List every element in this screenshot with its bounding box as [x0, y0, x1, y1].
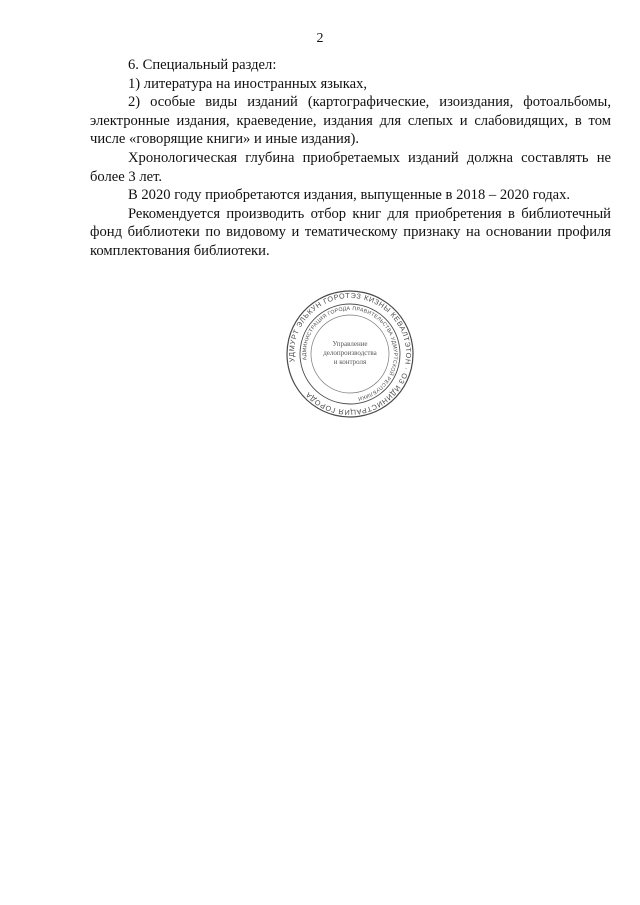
stamp-center-line-2: делопроизводства: [323, 349, 377, 357]
stamp-center-line-1: Управление: [332, 340, 368, 348]
list-item-foreign-literature: 1) литература на иностранных языках,: [128, 75, 368, 92]
stamp-outer-text: УДМУРТ ЭЛЬКУН ГОРОТЭЗ КИЗНЫ КЕВАЛТЭТОН · ОЗ ИДИНИСТРАЦИЯ ГОРОДА: [286, 290, 414, 418]
stamp-center-line-3: и контроля: [333, 358, 367, 366]
paragraph-acquisition-years: В 2020 году приобретаются издания, выпущенные в 2018 – 2020 годах.: [128, 187, 571, 204]
page-number: 2: [316, 31, 324, 46]
stamp-seal-icon: [285, 289, 415, 419]
section-heading: 6. Специальный раздел:: [128, 57, 277, 73]
paragraph-chronological-depth: Хронологическая глубина приобретаемых изданий должна составлять не более 3 лет.: [90, 149, 611, 185]
list-item-special-editions: 2) особые виды изданий (картографические, изоиздания, фотоальбомы, электронные издания, краеведение, издания для слепых и слабовидящих, в том числе «говорящие книги» и иные издания).: [90, 94, 611, 148]
official-stamp: [285, 289, 415, 419]
stamp-inner-text: АДМИНИСТРАЦИЯ ГОРОДА ПРАВИТЕЛЬСТВА УДМУРТСКОЙ РЕСПУБЛИКИ: [301, 305, 399, 402]
document-body: [90, 56, 611, 261]
paragraph-recommendation: Рекомендуется производить отбор книг для приобретения в библиотечный фонд библиотеки по видовому и тематическому признаку на основании профиля комплектования библиотеки.: [90, 205, 611, 259]
